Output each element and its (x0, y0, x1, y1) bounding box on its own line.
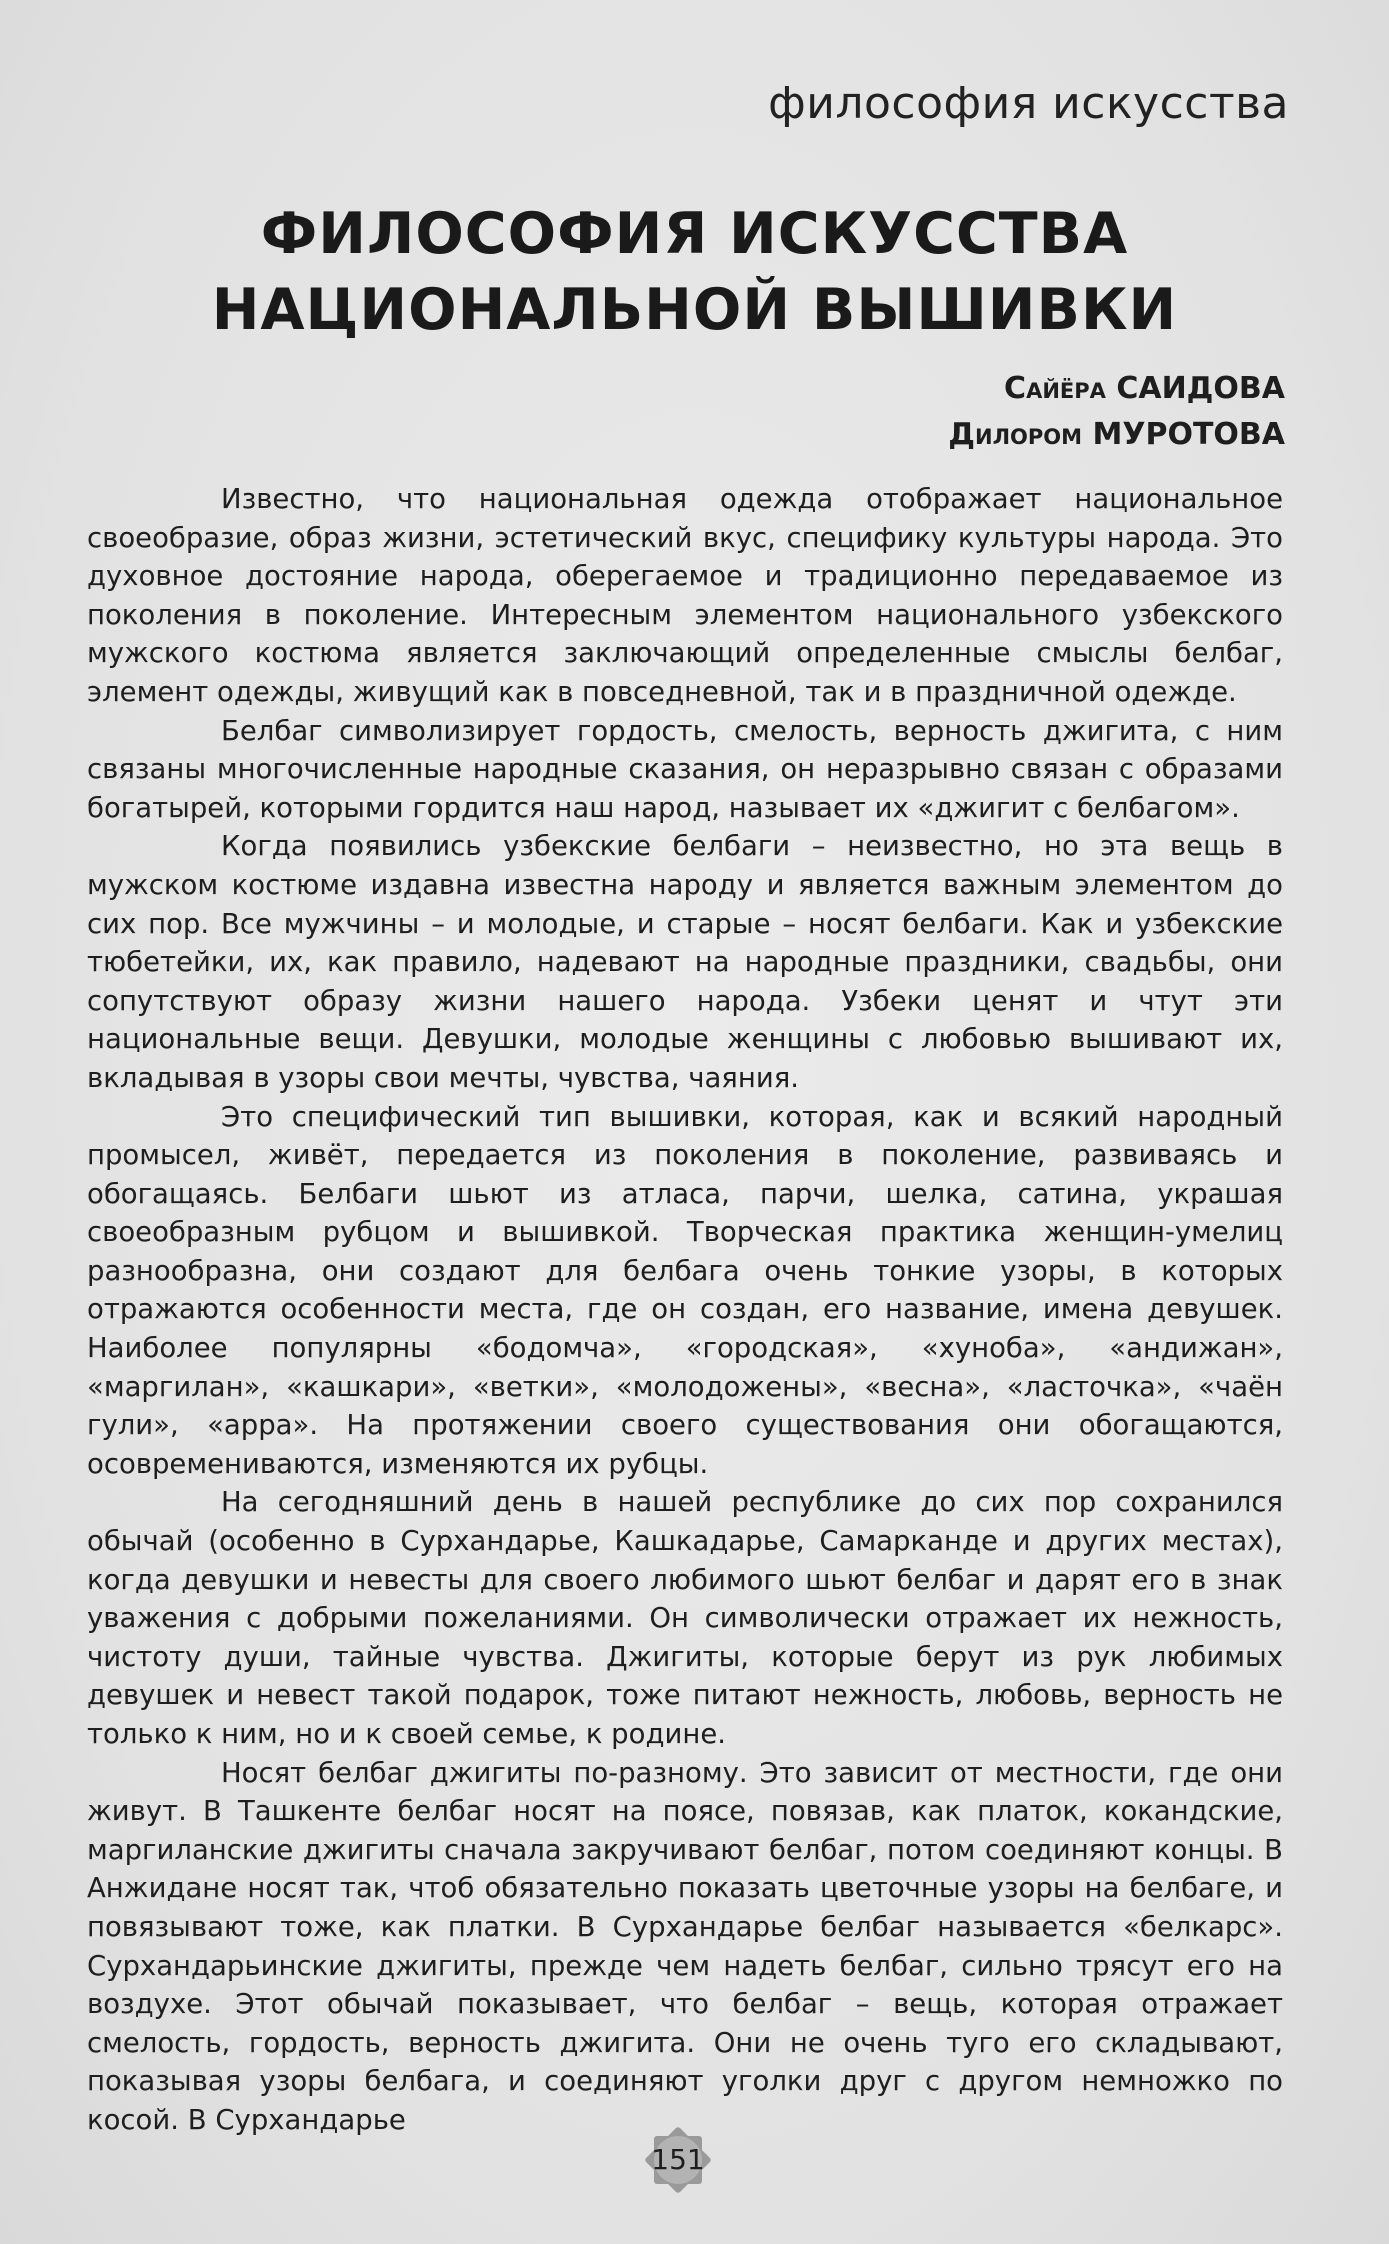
article-title-line-1: ФИЛОСОФИЯ ИСКУССТВА (260, 201, 1129, 267)
body-paragraph: Белбаг символизирует гордость, смелость, верность джигита, с ним связаны многочисленные народные сказания, он неразрывно связан с образами богатырей, которыми гордится наш народ, называет их «джигит с белбагом». (87, 714, 1283, 824)
body-paragraph: Когда появились узбекские белбаги – неизвестно, но эта вещь в мужском костюме издавна известна народу и является важным элементом до сих пор. Все мужчины – и молодые, и старые – носят белбаги. Как и узбекские тюбетейки, их, как правило, надевают на народные праздники, свадьбы, они сопутствуют образу жизни нашего народа. Узбеки ценят и чтут эти национальные вещи. Девушки, молодые женщины с любовью вышивают их, вкладывая в узоры свои мечты, чувства, чаяния. (87, 830, 1283, 1094)
body-paragraph: Это специфический тип вышивки, которая, как и всякий народный промысел, живёт, передается из поколения в поколение, развиваясь и обогащаясь. Белбаги шьют из атласа, парчи, шелка, сатина, украшая своеобразным рубцом и вышивкой. Творческая практика женщин-умелиц разнообразна, они создают для белбага очень тонкие узоры, в которых отражаются особенности места, где он создан, его название, имена девушек. Наиболее популярны «бодомча», «городская», «хуноба», «андижан», «маргилан», «кашкари», «ветки», «молодожены», «весна», «ласточка», «чаён гули», «арра». На протяжении своего существования они обогащаются, осовремениваются, изменяются их рубцы. (87, 1100, 1283, 1480)
body-paragraph: Носят белбаг джигиты по-разному. Это зависит от местности, где они живут. В Ташкенте белбаг носят на поясе, повязав, как платок, кокандские, маргиланские джигиты сначала закручивают белбаг, потом соединяют концы. В Анжидане носят так, чтоб обязательно показать цветочные узоры на белбаге, и повязывают тоже, как платки. В Сурхандарье белбаг называется «белкарс». Сурхандарьинские джигиты, прежде чем надеть белбаг, сильно трясут его на воздухе. Этот обычай показывает, что белбаг – вещь, которая отражает смелость, гордость, верность джигита. Они не очень туго его складывают, показывая узоры белбага, и соединяют уголки друг с другом немножко по косой. В Сурхандарье (87, 1756, 1283, 2136)
running-header: философия искусства (768, 78, 1289, 129)
author-first-name: Дилором (948, 417, 1083, 452)
author-first-name: Сайёра (1004, 371, 1106, 406)
body-paragraph: На сегодняшний день в нашей республике до сих пор сохранился обычай (особенно в Сурхандарье, Кашкадарье, Самарканде и других местах), когда девушки и невесты для своего любимого шьют белбаг и дарят его в знак уважения с добрыми пожеланиями. Он символически отражает их нежность, чистоту души, тайные чувства. Джигиты, которые берут из рук любимых девушек и невест такой подарок, тоже питают нежность, любовь, верность не только к ним, но и к своей семье, к родине. (87, 1486, 1283, 1750)
article-title (60, 196, 1329, 348)
article-title-line-2: НАЦИОНАЛЬНОЙ ВЫШИВКИ (211, 277, 1178, 343)
page-number: 151 (651, 2143, 705, 2176)
page-number-badge (640, 2122, 716, 2198)
author-line (948, 412, 1285, 458)
author-line (948, 366, 1285, 412)
article-body (87, 480, 1283, 2140)
author-list (948, 366, 1285, 458)
author-last-name: МУРОТОВА (1092, 417, 1285, 452)
author-last-name: САИДОВА (1116, 371, 1285, 406)
body-paragraph: Известно, что национальная одежда отображает национальное своеобразие, образ жизни, эстетический вкус, специфику культуры народа. Это духовное достояние народа, оберегаемое и традиционно передаваемое из поколения в поколение. Интересным элементом национального узбекского мужского костюма является заключающий определенные смыслы белбаг, элемент одежды, живущий как в повседневной, так и в праздничной одежде. (87, 483, 1283, 708)
